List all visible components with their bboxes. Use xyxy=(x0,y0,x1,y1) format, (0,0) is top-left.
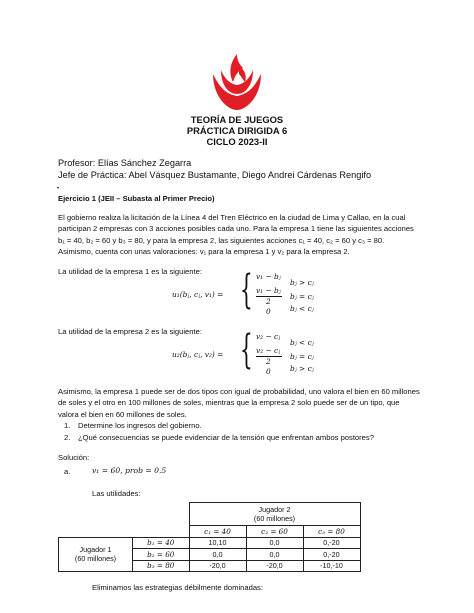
eliminate-text: Eliminamos las estrategias débilmente dominadas: xyxy=(92,583,263,592)
assistant-line: Jefe de Práctica: Abel Vásquez Bustamante, Diego Andrei Cárdenas Rengifo xyxy=(58,170,372,180)
question-1 xyxy=(64,421,202,430)
payoff-cell: 0,-20 xyxy=(303,549,360,561)
column-header: c₂ = 60 xyxy=(246,526,303,538)
utility-2-case3-value: 0 xyxy=(266,367,271,376)
payoff-cell: 0,0 xyxy=(246,549,303,561)
question-text: Determine los ingresos del gobierno. xyxy=(78,421,202,430)
paragraph-line: El gobierno realiza la licitación de la Línea 4 del Tren Eléctrico en la ciudad de Lima y Callao, en la cual xyxy=(58,213,406,222)
practice-title: PRÁCTICA DIRIGIDA 6 xyxy=(186,125,288,136)
exercise-heading: Ejercicio 1 (JEII – Subasta al Primer Precio) xyxy=(58,194,215,203)
utility-1-lhs: u₁(bⱼ, cⱼ, v₁) = xyxy=(172,290,224,299)
utility-2-case2-condition: bⱼ = cⱼ xyxy=(290,352,314,361)
utility-2-case2-denominator: 2 xyxy=(266,357,271,366)
paragraph-line: de soles y el otro en 100 millones de soles, mientras que la empresa 2 solo puede ser de un tipo, que xyxy=(58,398,400,408)
professor-line: Profesor: Elías Sánchez Zegarra xyxy=(58,158,192,168)
paragraph-line: b₁ = 40, b₂ = 60 y b₃ = 80, y para la empresa 2, las siguientes acciones c₁ = 40, c₂ = 60 y c₃ = 80. xyxy=(58,235,385,245)
utility-2-intro: La utilidad de la empresa 2 es la siguiente: xyxy=(58,327,202,336)
player-1-header: Jugador 1 (60 millones) xyxy=(59,537,133,572)
payoff-cell: 10,10 xyxy=(189,537,246,549)
question-text: ¿Qué consecuencias se puede evidenciar de la tensión que enfrentan ambos postores? xyxy=(78,433,374,442)
question-number: 1. xyxy=(64,421,71,430)
utility-1-intro: La utilidad de la empresa 1 es la siguiente: xyxy=(58,267,202,276)
utility-1-case2-denominator: 2 xyxy=(266,297,271,306)
upc-flame-logo xyxy=(209,52,265,112)
utility-1-case1-value: v₁ − bⱼ xyxy=(256,272,281,281)
solution-label: Solución: xyxy=(58,453,90,462)
player-2-header: Jugador 2 (60 millones) xyxy=(189,503,360,526)
utility-1-case2-numerator: v₁ − bⱼ xyxy=(256,286,281,295)
row-label: b₂ = 60 xyxy=(133,549,190,561)
row-label: b₁ = 40 xyxy=(133,537,190,549)
utility-2-case3-condition: bⱼ > cⱼ xyxy=(290,364,314,373)
utility-1-case3-condition: bⱼ < cⱼ xyxy=(290,304,314,313)
table-row xyxy=(59,537,361,549)
payoff-cell: 0,0 xyxy=(189,549,246,561)
utility-1-case2-condition: bⱼ = cⱼ xyxy=(290,292,314,301)
column-header: c₁ = 40 xyxy=(189,526,246,538)
payoff-cell: -10,-10 xyxy=(303,560,360,572)
exercise-paragraph-2 xyxy=(58,386,420,420)
utility-2-case1-value: v₂ − cⱼ xyxy=(256,332,281,341)
utility-1-case3-value: 0 xyxy=(266,307,271,316)
bullet-mark: • xyxy=(57,186,60,192)
payoff-cell: -20,0 xyxy=(189,560,246,572)
paragraph-line: participan 2 empresas con 3 acciones posibles cada uno. Para la empresa 1 tiene las siguientes acciones xyxy=(58,224,414,234)
table-column-row xyxy=(59,526,361,538)
utility-2-lhs: u₂(bⱼ, cⱼ, v₂) = xyxy=(172,350,224,359)
table-header-row xyxy=(59,503,361,526)
case-a-letter: a. xyxy=(64,467,71,476)
payoff-cell: 0,0 xyxy=(246,537,303,549)
utility-2-case2-numerator: v₂ − cⱼ xyxy=(256,346,281,355)
exercise-paragraph-1 xyxy=(58,212,420,257)
utility-1-brace: { xyxy=(240,267,253,313)
utility-1-case1-condition: bⱼ > cⱼ xyxy=(290,278,314,287)
utilities-label: Las utilidades: xyxy=(92,489,141,498)
paragraph-line: Asimismo, la empresa 1 puede ser de dos tipos con igual de probabilidad, uno valora el bien en 60 millones xyxy=(58,387,420,396)
column-header: c₃ = 80 xyxy=(303,526,360,538)
paragraph-line: Asimismo, cuenta con unas valoraciones: v₁ para la empresa 1 y v₂ para la empresa 2. xyxy=(58,246,350,256)
payoff-cell: 0,-20 xyxy=(303,537,360,549)
cycle-title: CICLO 2023-II xyxy=(206,136,268,147)
row-label: b₃ = 80 xyxy=(133,560,190,572)
utility-2-brace: { xyxy=(240,327,253,373)
course-title: TEORÍA DE JUEGOS xyxy=(190,114,284,125)
paragraph-line: valora el bien en 60 millones de soles. xyxy=(58,409,187,419)
utility-2-case1-condition: bⱼ < cⱼ xyxy=(290,338,314,347)
question-number: 2. xyxy=(64,433,71,442)
question-2 xyxy=(64,433,374,442)
case-a-condition: v₁ = 60, prob = 0.5 xyxy=(92,466,167,475)
payoff-cell: -20,0 xyxy=(246,560,303,572)
payoff-table xyxy=(58,502,361,572)
